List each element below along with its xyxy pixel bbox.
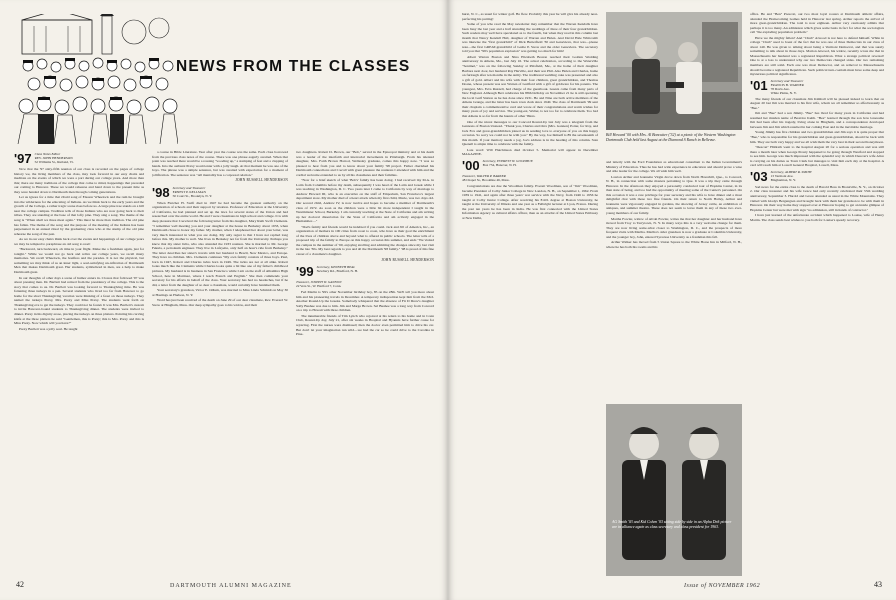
paragraph: When Fletcher H. Swift died in 1947 he had become the greatest authority on the organization of schools and their support by taxation. Professor of Education at the University of California, he had planned and set up the laws for several states of the Union and had researched over the entire world. He and I were classmates in high school and college. It is with deep pleasure that I received the following letter from his daughter, Mary Ruth Swift Clements. "I remember well meeting you and your daughter at the house in Berkeley about 1933, when Dartmouth chose to honor my father. My mother, when I telephoned her about your letter, was very much interested in what you are doing. My only regret is that I have not replied long before this. My mother is well. She lives in Berkeley not far from the University. Perhaps you know that my sister Julia, who also attended the 1933 reunion. She is married to Mr. George Fekula, a petroleum engineer. They live in Lafayette, only half an hour's ride from Berkeley." The letter describes her sister's travels with her husband to Brazil, New Mexico, and Europe. They have no children. Mrs. Clements continues "My own family consists of three boys. Paul, born in 1947, Robert and Charles twins born in 1949. The twins are not at all alike. Robert looks much like the Clements while Charles looks quite a bit like one of my father's childhood pictures. My husband is in business in San Francisco while I am on the staff of Alhambra High School, here in Martinez, where I teach French and English." She then commends your secretary for his efforts in behalf of the class. Your secretary has had no headaches, but if he did, a letter from the daughter of so dear a classmate, would certainly have banished them. <box>152 200 288 287</box>
left-column-2 <box>152 150 288 578</box>
paragraph: In our thoughts of other days a scene of humor enters in. Clowes that followed '97 was about pressing men. Dr. Bartlett had retired from the presidency of the college. This is the story that comes to us. Dr. Bartlett was looking forward to Thanksgiving time. He was fattening three turkeys in a pen. Several students who lived too far from Hanover to go home for the short Thanksgiving vacation were thinking of a feast on those turkeys. They named the turkeys Prexy, Mrs. Prexy and Miss Prexy. The students went forth on Thanksgiving eve to get the turkeys. They could not be found. It was Mrs. Bartlett's custom to invite Hanover-bound students to Thanksgiving dinner. The students were invited to dinner. Prexy in his dignity arose, placing the turkeys on three platters. Pointing his carving knife at the three platters he said "Gentlemen, this is Prexy; this is Mrs. Prexy and this is Miss Prexy. Now which will you have?" <box>14 275 144 326</box>
paragraph: Young Jimmy has five children and two grandchildren and Jim says it is quite proper that "Bee," who is responsible for his grandchildren and great-grandchildren, should be back with him. They are both very happy and we all wish them the very best in their second honeymoon. <box>750 130 884 144</box>
secretary-city: Binghamton, N. Y. <box>770 177 796 182</box>
paragraph: office. He and "Ben" Prescott, our two most loyal rooters at Dartmouth athletic affairs, attended the Homecoming Games held in Hanover last spring. Arthur reports the arrival of more great-grandchildren. The total is now eighteen. Arthur very cautiously admits that perhaps it is too many. An admission which gives some basis in fact for what the sociologists call "the exploding population problem." <box>750 12 884 35</box>
smith-cohen-photo <box>606 404 742 576</box>
right-column-1 <box>462 12 598 578</box>
paragraph: "Dad's family and friends would be indebted if you could. Jack and Jill of America, Inc., an organization of mothers in 100 cities from coast to coast, who have as their goal the enrichment of the lives of children above and beyond what is offered in public schools. The letter tells of a proposed trip of the family to Europe on this happy occasion this summer, and ends "We visited the campus in the summer of '60, enjoying strolling and admiring the changes since my last visit in the late '30s. My best regards to you and all the Dartmouth '98 family." '98 is proud of this fine career of a classmate's daughter. <box>296 224 434 257</box>
secretary-title: Class Notes Editor <box>34 152 61 156</box>
class-01-header <box>750 79 884 95</box>
secretary-address: 78 Davis Ave. <box>770 86 790 91</box>
right-page <box>448 0 896 600</box>
secretary-address: Newbury Rd., Bradford, N. H. <box>316 269 358 274</box>
paragraph: The innumerable friends of Tim Lynch who rejoiced at his return to his home and in Conn Club, Round-Up day, July 21, after six weeks in Hospital and Hyannis have further cause for rejoicing. First the nurses were dismissed; then the doctor even permitted him to drive his car. But don't let your imagination run wild—we had the car so he could drive to the Carolina in Pine- <box>296 313 434 337</box>
paragraph: a course in Bible Literature. Year after year the course was the same. Each class borrowed from the previous class notes of the course. There was one phrase eagerly awaited. When that point was reached there would be a rousing "wooding up," a stamping of feet and a clapping of hands. Into the outburst Prexy would enter with a jolly laugh. At that moment he was one of the boys. The phrase was a simple sentence, but was awaited with expectation for a moment of jollification. The sentence was "All mentality has a corporeal relation." <box>152 150 288 177</box>
class-97-header <box>14 152 144 165</box>
paragraph: Let us ignore for a time that ribald song of Eleazar Wheelock and the rum he brought into the wilderness for the educating of Indians. As we think back to the early years and the growth of the College, a rather tragic scene rises before us. A large pine tree stands on a hill near the college campus. Tradition tells of those Indians who are now going back to their tribes. They are standing at the base of that lofty pine. They sing a song. The theme of the song is "When shall we three meet again." This must be more than tradition. The old pine has fallen. The theme of the song and the purpose of the meeting of the Indians has been perpetuated in an annual ritual by the graduating class who at the stump of the old pine rehearse the song of the past. <box>14 195 144 236</box>
secretary-title: Secretary and Treasurer <box>172 185 206 190</box>
treasurer-title: Treasurer, WALTER P. BARKER <box>462 173 506 178</box>
page-number: 43 <box>874 580 882 589</box>
secretary-address: 13 Vermont Ave. <box>770 173 794 178</box>
photo-caption: AG Smith '03 and Kid Cohen '03 sitting side by side in an Alpha Delt picture are in alliance again as class secretary and class president for 1963. <box>612 520 732 529</box>
class-00-header <box>462 159 598 172</box>
class-year: '01 <box>750 77 768 93</box>
paragraph: and latterly with the Ford Foundation as educational consultant to the Indian Government's Ministry of Education. Thus he has had wide experience in education and should prove a wise and able leader for the college. We all wish him well. <box>606 160 742 174</box>
treasurer-address: 22 Vera St., W. Hartford 7, Conn. <box>296 284 342 289</box>
paragraph: One of the nicest messages to our Concord Round-Up last July was a telegram from the Gannons of Boston Unstead. "Thank you, Charles and Orra (Mrs. Gannon) Potter, for Roy, and Jack Fox and great-grandchildren joined us in sending love to everyone of you on this happy occasion. So sorry we could not be with you." By the way, Joe himself is 89 the seventeenth of this month. If your memory needs a jog, Joe's address is in the heading of this column. Stan Quenell is ample time to celebrate with the family. <box>462 119 598 147</box>
left-column-3 <box>296 150 434 578</box>
secretary-name: REV. JOHN HENDERSON <box>34 156 73 160</box>
paragraph: I have just learned of the unfortunate accident which happened to Louise, wife of Henry Martin. The class sends best wishes to you both for Louise's speedy recovery. <box>750 213 884 222</box>
secretary-title: Secretary, ALBERT R. SMITH <box>770 169 812 174</box>
page-number: 42 <box>16 580 24 589</box>
secretary-address: 52 Williams St., Rutland, Vt. <box>34 160 74 164</box>
class-99-header <box>296 265 434 278</box>
class-98-header <box>152 186 288 199</box>
paragraph: The many friends of our classmate Jim Kimball will be pleased indeed to learn that on August 20 last Jim was married to his first wife, whom we all remember so affectionately as "Bee." <box>750 96 884 110</box>
photo-image <box>606 404 742 576</box>
photo-image <box>606 12 742 130</box>
class-year: '03 <box>750 168 768 184</box>
paragraph: Word has just been received of the death on June 29 of our dear classmate, Rev. Everard W. Snow at Hingham, Mass. Our deep sympathy goes to his widow, and their <box>152 298 288 307</box>
right-column-2 <box>606 160 742 400</box>
class-year: '98 <box>152 184 170 200</box>
paragraph: "Deacon" Hildreth went to the hospital August 20 for a serious operation and was still there a month later when George Prouty happened to be going through Westford and stopped to see him. George was much impressed with the splendid way in which Deacon's wife Alice is carrying on his duties as Town Clerk but manages to visit him each day at the hospital. A card will reach him at Lowell General Hospital, Lowell, Mass. <box>750 145 884 168</box>
secretary-address: 50 Court St., Brooklyn, N. Y. <box>172 193 213 198</box>
signature: JOHN RUSSELL HENDERSON <box>235 178 288 183</box>
secretary-name: ERNEST P. KELLMAN <box>172 189 206 194</box>
secretary-title: Secretary and Treasurer <box>770 78 804 83</box>
paragraph: Late word: Will Hutchinson died October 5. Memorial will appear in December MAGAZINE. <box>462 147 598 157</box>
treasurer-title: Treasurer, JOSEPH W. GANNON <box>296 280 342 285</box>
paragraph: Now that the '97 sixty-fifth reunion of our class is recorded on the pages of college history we, the living members of the class, may look forward in our easy chairs and meditate on the events of which we were a part during our college years. And more than this; there are many traditions of the college that come to mind, happenings that preceded our coming to Hanover. These we would rehearse and hand down to the present time as they were handed down to Dartmouth men through coming generations. <box>14 167 144 194</box>
treasurer-address: 48 Chapel St., Brookline 46, Mass. <box>462 177 510 182</box>
secretary-title: Secretary, KENNETH BEAL <box>316 265 356 270</box>
secretary-title: Secretary, EVERETT W. GOODHUE <box>482 158 533 163</box>
paragraph: Prexy Bartlett was a jolly soul. He taught <box>19 326 78 331</box>
right-column-3 <box>750 12 884 578</box>
paragraph: Jim and "Bee" had a son Jimmy. "Bee" has lived for many years in California and had resumed her maiden name of Beatrice Keith. "Bee" learned through the son how lonesome Jim had been after his tragedy, living alone in Hingham, and a correspondence developed between Jim and Jim which resulted in her coming East and in the inevitable marriage. <box>750 111 884 129</box>
page-footer: Issue of NOVEMBER 1962 <box>684 583 761 589</box>
bill-howard-photo <box>606 12 742 130</box>
photo-caption: Bill Howard '00 with Mrs. Al Boncutter ('32) at a picnic of the Western Washington Dartmouth Club held last August at the Diamond S Ranch in Bellevue. <box>606 133 736 142</box>
paragraph: Lawton Arthur and Jeannette Virgin drove down from North Haverhill, Que., to Concord, N. H., in connection with some masters pertaining to Que. It was a trip they came through Hanover. In the afternoon they enjoyed a personally conducted tour of Hopkins Center, in its then state of being, and too had the opportunity of meeting some of the Center's personnel. On this occasion it was a rare privilege for your secretary and his wife to have dinner and a most delightful chat with these two fine friends. On their return to North Hatley, Arthur and Jeannette were vigorously engaged in gardens, the showing of Jersey cattle, an exhibition of antiques, and summer theatre. These does not seem to leave them in any of these two ever-young members of our family. <box>606 174 742 216</box>
paragraph: As we in our easy chairs think back over the events and happenings of our college years we may be tempted to paraphrase an old song to read: <box>14 237 144 246</box>
secretary-name: FRANCIS B. WARNER <box>770 82 804 87</box>
paragraph: Congratulations are due the Woodman family. Everett Woodman, son of "Jim" Woodman, became President of Colby Junior College in New London, N. H., on September 1, 1962. From 1939 to 1941, and again after three years' war service with the Navy, from 1946 to 1956 he taught at Colby Junior College. After receiving his Ed.D. degree at Boston University, he taught at the University of Illinois and one year as a Fulbright lecturer at Lyon, France. During the past ten years he has been in India. He was first connected with the United States Information Agency as cultural affairs officer, then as an attaché of the United States Embassy at New Delhi, <box>462 183 598 220</box>
paragraph: Sad news for the entire class is the death of Harold Hess in Bronxville, N. Y., on October 2. Our class treasurer and his wife Grace had only recently celebrated their 55th wedding anniversary, September 3. Harold and Grace attended as usual in the White Mountains. They visited with Gladys Bergengren and brought back with them her grandson to be with them in Hanover. On their way home they stopped over at Hanover hoping to get an inside glimpse of Hopkins Center but were met with sign "no admission, still in hands of contractor." <box>750 184 884 212</box>
paragraph: Have we the mighty fallen? And "Chub" Atwood is not here to defend himself. While in college "Chub" used to boast of the fact that he was one of three Democrats in our class of about 140. He was given to talking about being a Vermont Democrat, and that was surely something to talk about in those days. Marion Atwood, his widow, recently wrote me that in Massachusetts her husband was a registered Republican. What a strange political reversal! One is at a loss to understand why our two Democrats changed sides. Our two remaining members are still solid. Each one was most Democrat, and on removal to Massachusetts should become a registered Republican. Such political turn-coatism must have some deep and mysterious political significance. <box>750 35 884 77</box>
class-year: '00 <box>462 157 480 173</box>
treasurer-block <box>296 280 434 288</box>
paragraph: Martha Fowler, widow of Alvah Fowler, writes me that her daughter and her husband have moved from Troy to Tarrytown, N. Y. In many ways this is a very welcome change for them. They are now living some-what closer to Washington, D. C., and the prospects of more frequent visits with Martha. Martha's older grandson is now a graduate at Columbia University, and the younger boy, John, entered Syracuse University as a freshman this fall. <box>606 216 742 239</box>
paragraph: "Backward, turn backward, oh time in your flight. Make me a freshman again, just for tonight." While we would not go back and relive our college years, we recall many memories. We recall Wheelock, the bonfires and the parades. It is not the physical, but something we may think of as an inner light, a soul-satisfying un-nification of Dartmouth Men that makes Dartmouth great. Her students, symbolized in men, are a help to make Dartmouth great. <box>14 247 144 275</box>
campus-crowd-illustration <box>14 14 178 144</box>
paragraph: Albert Warren Boston and Nina Elizabeth Boston reached their Golden Wedding anniversary in Athens, Me., last July 16. The actual celebration, according to the Waterville "Sentinel," was on the following Sunday at Pittsfield, Me., at the home of their daughter Barbara next door, her husband Ray Harville, and their son Phil. Also Helen and Charles, home on furlough after ten months in the Army. The traditional wedding cake was presented and also a gift of gold. Albert and his wife with their four children, great grandchildren, and Thomas Doane, whose present was son Warren of Guilford with a gift of goldware for his parents. The youngest, Mrs. Ezra Ruzzell, had charge of the guestbook. Guests came from many parts of New England. Although Bert celebrates his 88th birthday on November 21 he is still operating the local Gulf Station as he has done since 1931. He and Nina are both active members of the Athens Grange, and the latter has been town clerk since 1940. The class of Dartmouth '99 sent their chaplain a commemorative card and wrote of their congratulations and warm wishes for many years of joy and service. The young-est, Walter, is not too far to celebrate them. Too bad that Athens is so far from the haunts of other '99ers. <box>462 54 598 119</box>
class-year: '99 <box>296 264 314 280</box>
paragraph: Your secretary's grandson, Victor E. Odlum, was married to Miss Linda Schmidt on May 30 at Hastings on Hudson, N. Y. <box>152 288 288 297</box>
left-column-1 <box>14 150 144 578</box>
paragraph: Fed Martin is '99's other November birthday boy, 85 on the 28th. We'll tell you more about him and his pioneering travels in December. A temporary indisposition kept him from the 63rd. Another Round-Up the Greeks. Somebody whispered that the absence of Fir D Drew's daughter Sally Bushee was due to him. Jim and Marge Brown. Sal Bushee was a long way from Concord on a trip to Hawaii with three children. <box>296 290 434 313</box>
paragraph: Some of you who read the May newsletter may remember that the Warren Kendalls have been busy the last year and a half attending the weddings of three of their four grandchildren. Such readers may well have speculated as to the fourth, but when they read in this column last month that Nancy Kendall Hall, daughter of Warren and Helen. And David Hale Whitcomb was likewise the "first grandchild" of Dick Butterfield '30 and Genevieve, that was—please note—the first GREAT-grandchild of Leslie P. Snow and the older Genevieve. The secretary told you that "99's population explosion" was getting too much for him! <box>462 22 598 54</box>
class-year: '97 <box>14 151 32 166</box>
class-03-header <box>750 170 884 183</box>
section-title: NEWS FROM THE CLASSES <box>176 58 411 75</box>
signature: JOHN RUSSELL HENDERSON <box>381 257 434 262</box>
page-footer: DARTMOUTH ALUMNI MAGAZINE <box>170 583 292 589</box>
treasurer-block <box>462 174 598 182</box>
paragraph: hurst, N. C., as usual for winter golf. He flew. Probably this year he will give his already near-perfecting his putting! <box>462 12 598 21</box>
secretary-city: White Plains, N. Y. <box>770 90 797 95</box>
paragraph: Arthur Walker has moved from 5 Union Square to the White Horse Inn in Milford, N. H., where he has both his rooms and his <box>606 240 742 249</box>
secretary-address: Box 734, Hanover, N. H. <box>482 162 517 167</box>
paragraph: two daughters. Robert D. Brown, our "Bob," served in the Episcopal ministry and at his death was a leader of the interfaith and interracial movements in Pittsburgh. From his talented daughter, Mrs. Faith Brown Harrod, Wellesley graduate, comes this happy note. "I was so pleased to hear from you and to know about your family '98 project. Father cherished his Dartmouth connections and I recall with great pleasure the reunions I attended with him and the cordial welcome extended to us by all his classmates and their families. <box>296 150 434 177</box>
paragraph: "Now for a brief sketch of what 'Bob's' family has been doing. I had received my M.A. in Latin from Columbia before my death, subsequently I was head of the Latin and Greek while I was teaching in Washington, D. C. Two years later I came to California by way of marriage to Andrew Howard III, who is an executive on the staff of Emporium, San Francisco's largest department store. My mother died of a heart attack when my first child, Marie, was two days old. Our second child, Andrew IV, is now twelve and hopes to become a member of Dartmouth's class of 1972. As soon as the children were a little bit more independent I taught in the Westminster School, Berkeley. I am currently teaching at the State of California and am writing up her doctoral dissertation for the State of California and am actively engaged in the Humanities ..." <box>296 178 434 224</box>
